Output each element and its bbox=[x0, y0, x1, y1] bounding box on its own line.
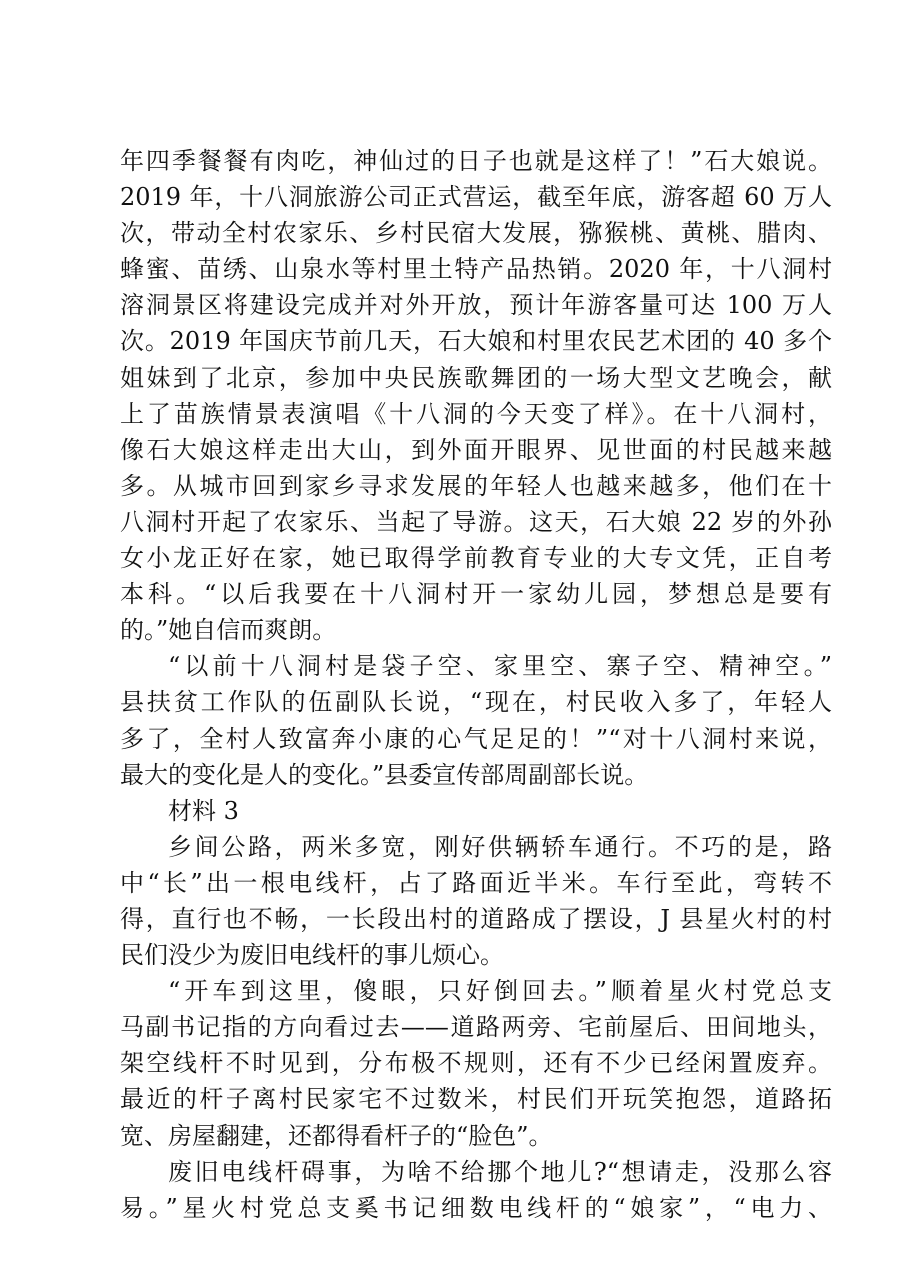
text-line: 2019 年，十八洞旅游公司正式营运，截至年底，游客超 60 万人 bbox=[120, 183, 832, 212]
material-3-heading bbox=[120, 793, 832, 829]
paragraph-shi-da-niang bbox=[120, 143, 832, 648]
text-line: 本科。“以后我要在十八洞村开一家幼儿园，梦想总是要有 bbox=[120, 580, 832, 609]
text-line: 上了苗族情景表演唱《十八洞的今天变了样》。在十八洞村， bbox=[120, 399, 832, 428]
section-heading: 材料 3 bbox=[168, 796, 239, 825]
paragraph-wu-deputy bbox=[120, 648, 832, 792]
text-line: 民们没少为废旧电线杆的事儿烦心。 bbox=[120, 941, 504, 970]
text-line: 蜂蜜、苗绣、山泉水等村里土特产品热销。2020 年，十八洞村 bbox=[120, 255, 832, 284]
text-line: 像石大娘这样走出大山，到外面开眼界、见世面的村民越来越 bbox=[120, 435, 832, 464]
text-line: 多。从城市回到家乡寻求发展的年轻人也越来越多，他们在十 bbox=[120, 471, 832, 500]
text-line: 女小龙正好在家，她已取得学前教育专业的大专文凭，正自考 bbox=[120, 544, 832, 573]
text-line: “开车到这里，傻眼，只好倒回去。”顺着星火村党总支 bbox=[168, 977, 832, 1006]
document-text bbox=[120, 143, 832, 1226]
text-line: 多了，全村人致富奔小康的心气足足的！”“对十八洞村来说， bbox=[120, 724, 832, 753]
text-line: 县扶贫工作队的伍副队长说，“现在，村民收入多了，年轻人 bbox=[120, 688, 832, 717]
text-line: 八洞村开起了农家乐、当起了导游。这天，石大娘 22 岁的外孙 bbox=[120, 507, 832, 536]
text-line: 易。”星火村党总支奚书记细数电线杆的“娘家”，“电力、 bbox=[120, 1193, 832, 1222]
text-line: 年四季餐餐有肉吃，神仙过的日子也就是这样了！”石大娘说。 bbox=[120, 147, 832, 175]
text-line: 中“长”出一根电线杆，占了路面近半米。车行至此，弯转不 bbox=[120, 868, 832, 897]
text-line: 废旧电线杆碍事，为啥不给挪个地儿?“想请走，没那么容 bbox=[168, 1157, 832, 1186]
text-line: 宽、房屋翻建，还都得看杆子的“脸色”。 bbox=[120, 1121, 553, 1150]
text-line: “以前十八洞村是袋子空、家里空、寨子空、精神空。” bbox=[168, 652, 832, 681]
text-line: 得，直行也不畅，一长段出村的道路成了摆设，J 县星火村的村 bbox=[120, 904, 832, 933]
paragraph-xi-secretary bbox=[120, 1154, 832, 1226]
text-line: 乡间公路，两米多宽，刚好供辆轿车通行。不巧的是，路 bbox=[168, 832, 832, 861]
text-line: 次，带动全村农家乐、乡村民宿大发展，猕猴桃、黄桃、腊肉、 bbox=[120, 219, 832, 248]
text-line: 姐妹到了北京，参加中央民族歌舞团的一场大型文艺晚会，献 bbox=[120, 363, 832, 392]
text-line: 最大的变化是人的变化。”县委宣传部周副部长说。 bbox=[120, 760, 649, 789]
text-line: 的。”她自信而爽朗。 bbox=[120, 616, 337, 645]
paragraph-ma-secretary bbox=[120, 973, 832, 1153]
text-line: 最近的杆子离村民家宅不过数米，村民们开玩笑抱怨，道路拓 bbox=[120, 1085, 832, 1114]
text-line: 架空线杆不时见到，分布极不规则，还有不少已经闲置废弃。 bbox=[120, 1049, 832, 1078]
paragraph-rural-road bbox=[120, 829, 832, 973]
text-line: 次。2019 年国庆节前几天，石大娘和村里农民艺术团的 40 多个 bbox=[120, 327, 832, 356]
text-line: 马副书记指的方向看过去——道路两旁、宅前屋后、田间地头， bbox=[120, 1013, 832, 1042]
text-line: 溶洞景区将建设完成并对外开放，预计年游客量可达 100 万人 bbox=[120, 291, 832, 320]
